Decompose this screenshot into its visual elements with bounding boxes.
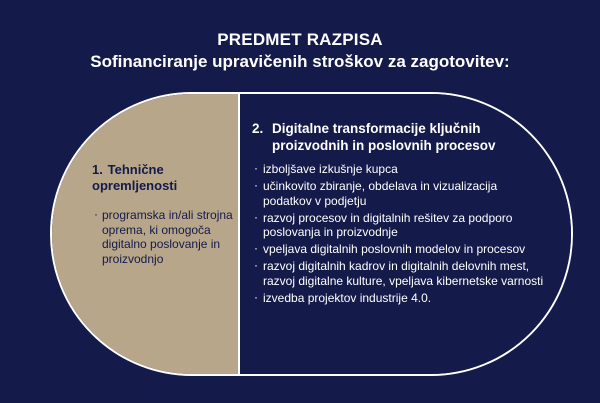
- right-list-item: · učinkovito zbiranje, obdelava in vizualizacija podatkov v podjetju: [254, 179, 549, 208]
- left-list: [94, 208, 234, 266]
- right-list-item: · vpeljava digitalnih poslovnih modelov in procesov: [254, 242, 549, 257]
- page-subtitle: Sofinanciranje upravičenih stroškov za zagotovitev:: [90, 52, 510, 71]
- left-list-item: · programska in/ali strojna oprema, ki omogoča digitalno poslovanje in proizvodnjo: [94, 208, 234, 266]
- left-heading: [92, 162, 232, 194]
- right-heading-number: 2.: [252, 121, 264, 136]
- right-list-item: · izvedba projektov industrije 4.0.: [254, 291, 549, 306]
- right-heading-text: Digitalne transformacije ključnih proizvodnih in poslovnih procesov: [272, 121, 496, 153]
- page-title: PREDMET RAZPISA: [217, 30, 383, 49]
- left-heading-number: 1.: [92, 162, 103, 177]
- right-panel: [240, 94, 571, 374]
- left-panel: [52, 94, 238, 374]
- right-list-item: · izboljšave izkušnje kupca: [254, 162, 549, 177]
- pill-container: [50, 92, 573, 376]
- left-heading-text: Tehnične opremljenosti: [92, 162, 178, 193]
- right-heading: [252, 120, 562, 154]
- right-list-item: · razvoj digitalnih kadrov in digitalnih delovnih mest, razvoj digitalne kulture, vpeljava kibernetske varnosti: [254, 259, 549, 288]
- right-list-item: · razvoj procesov in digitalnih rešitev za podporo poslovanja in proizvodnje: [254, 211, 549, 240]
- right-list: [254, 162, 549, 308]
